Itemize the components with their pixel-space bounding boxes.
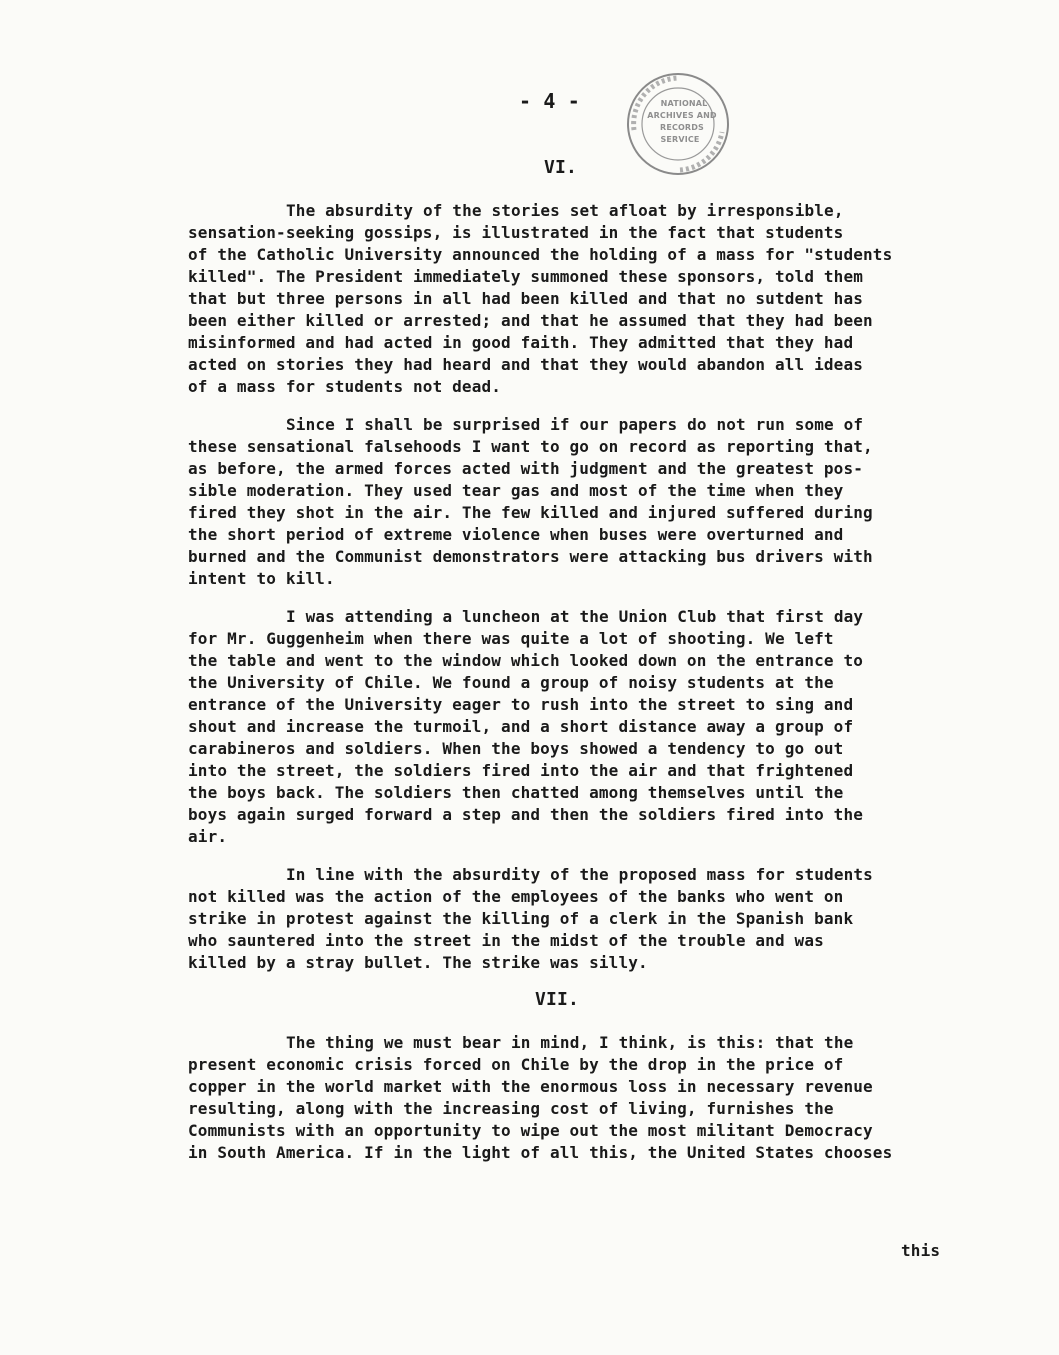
page-number: - 4 -: [519, 89, 580, 113]
text-line: as before, the armed forces acted with judgment and the greatest pos-: [188, 459, 864, 478]
section-heading-vi: VI.: [544, 157, 577, 178]
text-line: I was attending a luncheon at the Union Club that first day: [286, 607, 864, 626]
text-line: killed". The President immediately summoned these sponsors, told them: [188, 267, 864, 286]
text-line: been either killed or arrested; and that he assumed that they had been: [188, 311, 873, 330]
text-line: the boys back. The soldiers then chatted among themselves until the: [188, 783, 844, 802]
text-line: burned and the Communist demonstrators were attacking bus drivers with: [188, 547, 873, 566]
text-line: entrance of the University eager to rush into the street to sing and: [188, 695, 854, 714]
archives-seal-stamp: [620, 70, 736, 178]
text-line: sensation-seeking gossips, is illustrated in the fact that students: [188, 223, 844, 242]
text-line: The absurdity of the stories set afloat by irresponsible,: [286, 201, 844, 220]
catchword: this: [901, 1241, 941, 1260]
text-line: carabineros and soldiers. When the boys showed a tendency to go out: [188, 739, 844, 758]
section-heading-vii: VII.: [535, 989, 579, 1010]
text-line: air.: [188, 827, 228, 846]
text-line: killed by a stray bullet. The strike was silly.: [188, 953, 648, 972]
text-line: the University of Chile. We found a group of noisy students at the: [188, 673, 834, 692]
svg-text:RECORDS: RECORDS: [660, 123, 704, 132]
text-line: shout and increase the turmoil, and a short distance away a group of: [188, 717, 854, 736]
text-line: sible moderation. They used tear gas and most of the time when they: [188, 481, 844, 500]
text-line: of the Catholic University announced the holding of a mass for "students: [188, 245, 893, 264]
text-line: acted on stories they had heard and that they would abandon all ideas: [188, 355, 864, 374]
text-line: boys again surged forward a step and then the soldiers fired into the: [188, 805, 864, 824]
text-line: Communists with an opportunity to wipe out the most militant Democracy: [188, 1121, 873, 1140]
text-line: not killed was the action of the employees of the banks who went on: [188, 887, 844, 906]
text-line: strike in protest against the killing of a clerk in the Spanish bank: [188, 909, 854, 928]
text-line: of a mass for students not dead.: [188, 377, 502, 396]
text-line: The thing we must bear in mind, I think, is this: that the: [286, 1033, 854, 1052]
text-line: Since I shall be surprised if our papers do not run some of: [286, 415, 864, 434]
text-line: misinformed and had acted in good faith. They admitted that they had: [188, 333, 854, 352]
text-line: copper in the world market with the enormous loss in necessary revenue: [188, 1077, 873, 1096]
text-line: resulting, along with the increasing cost of living, furnishes the: [188, 1099, 834, 1118]
text-line: who sauntered into the street in the midst of the trouble and was: [188, 931, 824, 950]
svg-text:NATIONAL: NATIONAL: [660, 99, 708, 108]
text-line: fired they shot in the air. The few killed and injured suffered during: [188, 503, 873, 522]
text-line: intent to kill.: [188, 569, 335, 588]
text-line: for Mr. Guggenheim when there was quite a lot of shooting. We left: [188, 629, 834, 648]
text-line: present economic crisis forced on Chile by the drop in the price of: [188, 1055, 844, 1074]
text-line: the table and went to the window which looked down on the entrance to: [188, 651, 864, 670]
svg-text:SERVICE: SERVICE: [660, 135, 700, 144]
svg-text:ARCHIVES AND: ARCHIVES AND: [647, 111, 717, 120]
text-line: In line with the absurdity of the proposed mass for students: [286, 865, 873, 884]
text-line: that but three persons in all had been killed and that no sutdent has: [188, 289, 864, 308]
text-line: these sensational falsehoods I want to go on record as reporting that,: [188, 437, 873, 456]
text-line: in South America. If in the light of all this, the United States chooses: [188, 1143, 893, 1162]
text-line: into the street, the soldiers fired into the air and that frightened: [188, 761, 854, 780]
text-line: the short period of extreme violence when buses were overturned and: [188, 525, 844, 544]
